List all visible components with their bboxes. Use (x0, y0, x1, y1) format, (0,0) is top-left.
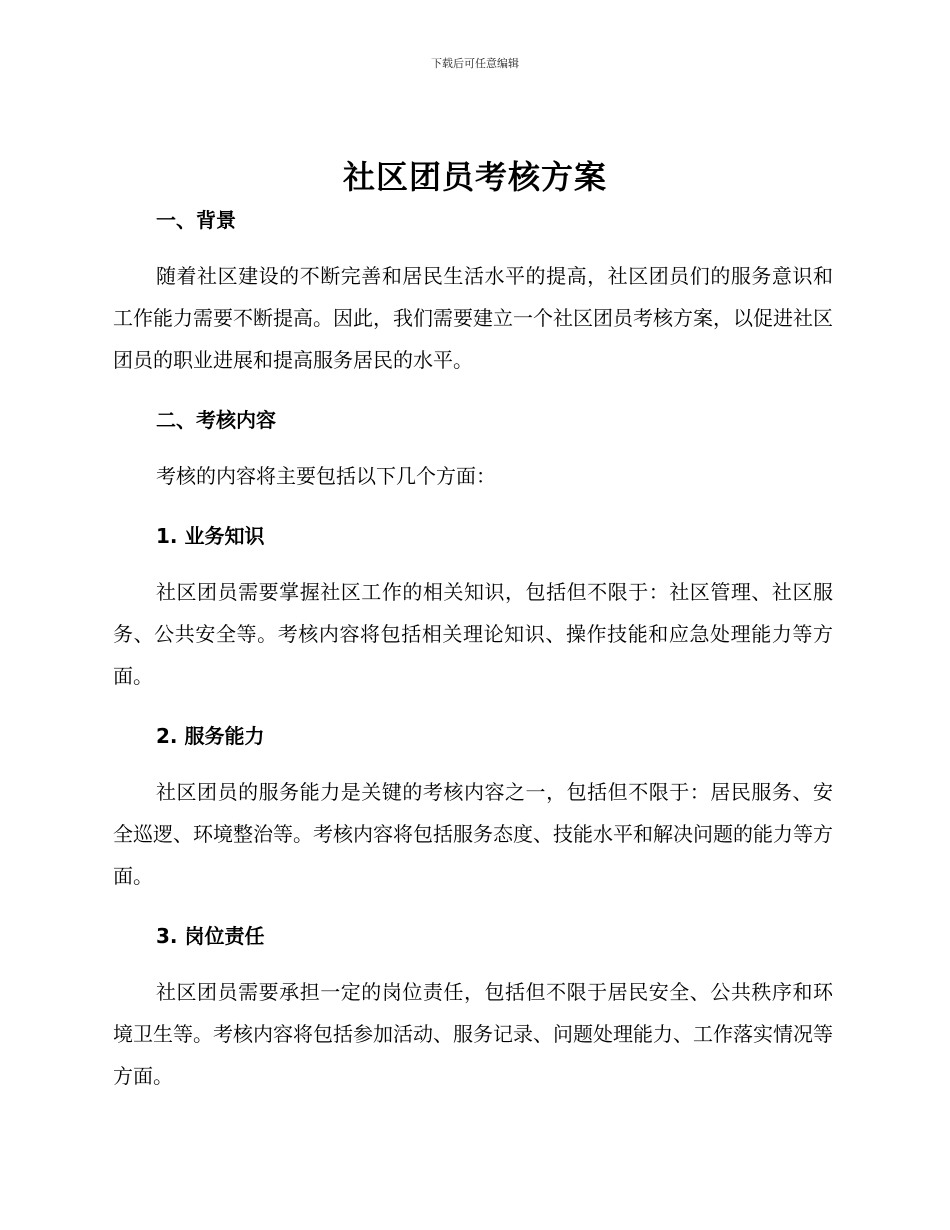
section-heading: 1. 业务知识 (156, 524, 265, 548)
section-paragraph: 社区团员需要掌握社区工作的相关知识，包括但不限于：社区管理、社区服务、公共安全等。考核内容将包括相关理论知识、操作技能和应急处理能力等方面。 (113, 580, 833, 688)
header-note: 下载后可任意编辑 (431, 57, 519, 70)
section-paragraph: 考核的内容将主要包括以下几个方面： (156, 464, 496, 488)
section-heading: 3. 岗位责任 (156, 924, 265, 948)
section-paragraph: 社区团员需要承担一定的岗位责任，包括但不限于居民安全、公共秩序和环境卫生等。考核内容将包括参加活动、服务记录、问题处理能力、工作落实情况等方面。 (113, 980, 833, 1088)
section-heading: 二、考核内容 (156, 408, 276, 432)
section-heading: 2. 服务能力 (156, 724, 265, 748)
document-body (113, 205, 833, 1097)
section-business-knowledge (113, 521, 833, 697)
section-post-responsibility (113, 921, 833, 1097)
section-assessment-content (113, 405, 833, 497)
document-title: 社区团员考核方案 (342, 158, 607, 196)
section-paragraph: 社区团员的服务能力是关键的考核内容之一，包括但不限于：居民服务、安全巡逻、环境整治等。考核内容将包括服务态度、技能水平和解决问题的能力等方面。 (113, 780, 833, 888)
section-paragraph: 随着社区建设的不断完善和居民生活水平的提高，社区团员们的服务意识和工作能力需要不断提高。因此，我们需要建立一个社区团员考核方案，以促进社区团员的职业进展和提高服务居民的水平。 (113, 264, 833, 372)
section-background (113, 205, 833, 381)
section-service-ability (113, 721, 833, 897)
section-heading: 一、背景 (156, 208, 236, 232)
